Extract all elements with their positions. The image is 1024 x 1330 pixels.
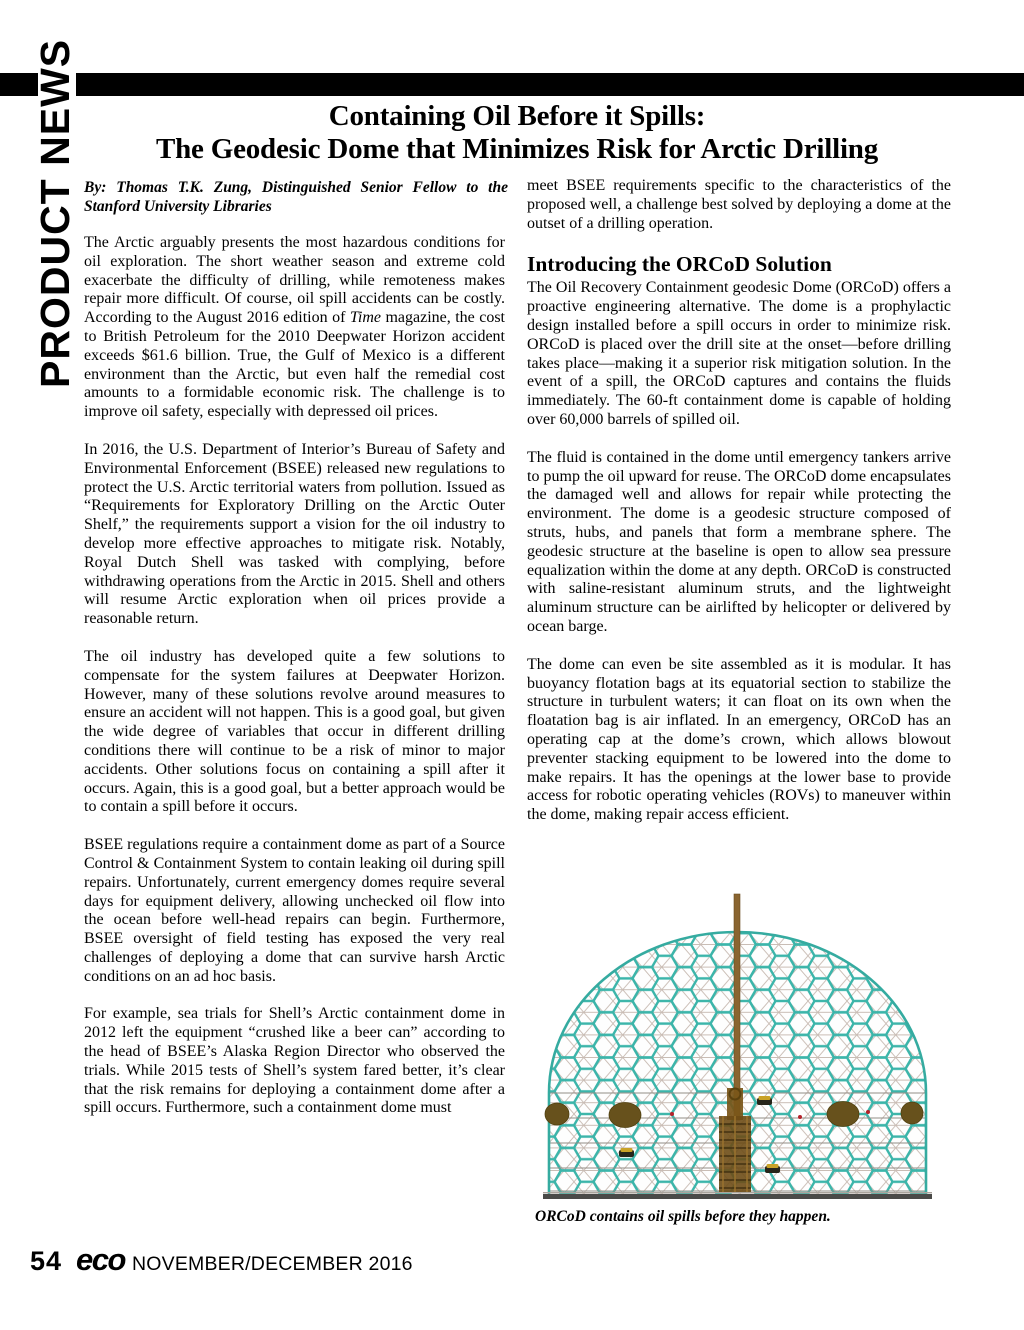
header-rule-bar [76, 73, 1024, 96]
magazine-logo: eco [76, 1242, 125, 1277]
issue-date: NOVEMBER/DECEMBER 2016 [131, 1253, 413, 1275]
paragraph [84, 234, 505, 422]
paragraph: The oil industry has developed quite a few solutions to compensate for the system failures at Deepwater Horizon. However, many of these solutions revolve around measures to ensure an accident will not happen. This is a good goal, but given the wide degree of variables that occur in different drilling conditions there will continue to be a risk of minor to major accidents. Other solutions focus on containing a spill after it occurs. Again, this is a good goal, but a better approach would be to contain a spill before it occurs. [84, 647, 505, 816]
article-title [84, 100, 950, 166]
left-column [84, 234, 505, 1118]
byline: By: Thomas T.K. Zung, Distinguished Senior Fellow to the Stanford University Libraries [84, 179, 508, 215]
section-heading-orcod: Introducing the ORCoD Solution [527, 252, 832, 277]
section-kicker-product-news: PRODUCT NEWS [32, 38, 78, 388]
orcod-dome-figure [535, 888, 940, 1210]
figure-caption: ORCoD contains oil spills before they happen. [535, 1208, 831, 1225]
paragraph: meet BSEE requirements specific to the characteristics of the proposed well, a challenge best solved by deploying a dome at the outset of a drilling operation. [527, 177, 951, 232]
dome-crown-mast [734, 894, 740, 1120]
paragraph: The dome can even be site assembled as it is modular. It has buoyancy flotation bags at its equatorial section to stabilize the structure in turbulent waters; it can float on its own when the floatation bag is air inflated. In an emergency, ORCoD has an operating cap at the dome’s crown, which allows blowout preventer stacking equipment to be lowered into the dome to make repairs. It has the openings at the lower base to provide access for robotic operating vehicles (ROVs) to maneuver within the dome, making repair access efficient. [527, 655, 951, 824]
right-column [527, 177, 951, 825]
paragraph: BSEE regulations require a containment dome as part of a Source Control & Containment System to contain leaking oil during spill repairs. Unfortunately, current emergency domes require several days for equipment delivery, allowing unchecked oil flow into the ocean before well-head repairs can begin. Furthermore, BSEE oversight of field testing has exposed the very real challenges of deploying a dome that can survive harsh Arctic conditions on an ad hoc basis. [84, 836, 505, 985]
page-footer [30, 1242, 413, 1278]
paragraph: The Oil Recovery Containment geodesic Dome (ORCoD) offers a proactive engineering alternative. The dome is a prophylactic design installed before a spill occurs in order to minimize risk. ORCoD is placed over the drill site at the onset—before drilling takes place—making it a superior risk mitigation solution. In the event of a spill, the ORCoD captures and contains the fluids immediately. The 60-ft containment dome is capable of holding over 60,000 barrels of spilled oil. [527, 279, 951, 428]
paragraph: For example, sea trials for Shell’s Arctic containment dome in 2012 left the equipment “crushed like a beer can” according to the head of BSEE’s Alaska Region Director who observed the trials. While 2015 tests of Shell’s system fared better, it’s clear that the risk remains for deploying a containment dome after a spill occurs. Furthermore, such a containment dome must [84, 1005, 505, 1117]
page-number: 54 [30, 1246, 63, 1276]
dome-baseline [543, 1194, 932, 1199]
paragraph-text: magazine, the cost to British Petroleum for the 2010 Deepwater Horizon accident exceeds $61.6 billion. True, the Gulf of Mexico is a different environment than the Arctic, but even half the remedial cost amounts to a formidable economic risk. The challenge is to improve oil safety, especially with depressed oil prices. [84, 309, 505, 421]
geodesic-dome-illustration [535, 888, 940, 1210]
article-title-line2: The Geodesic Dome that Minimizes Risk for Arctic Drilling [155, 133, 879, 165]
paragraph-text: The Arctic arguably presents the most hazardous conditions for oil exploration. The short weather season and extreme cold exacerbate the difficulty of drilling, while remoteness makes repair more difficult. Of course, oil spill accidents can be costly. According to the August 2016 edition of [84, 234, 505, 327]
article-title-line1: Containing Oil Before it Spills: [328, 100, 706, 132]
paragraph: In 2016, the U.S. Department of Interior’s Bureau of Safety and Environmental Enforcement (BSEE) released new regulations to protect the U.S. Arctic territorial waters from pollution. Issued as “Requirements for Exploratory Drilling on the Arctic Outer Shelf,” the requirements support a vision for the oil industry to develop more effective approaches to mitigate risk. Notably, Royal Dutch Shell was tasked with complying, before withdrawing operations from the Arctic in 2015. Shell and others will resume Arctic exploration when oil prices provide a reasonable return. [84, 440, 505, 628]
paragraph: The fluid is contained in the dome until emergency tankers arrive to pump the oil upward for reuse. The ORCoD dome encapsulates the damaged well and allows for repair while protecting the environment. The dome is a geodesic structure composed of struts, hubs, and panels that form a membrane sphere. The geodesic structure at the baseline is open to allow sea pressure equalization within the dome at any depth. ORCoD is constructed with saline-resistant aluminum struts, and the lightweight aluminum structure can be airlifted by helicopter or delivered by ocean barge. [527, 448, 951, 635]
magazine-name-italic: Time [349, 309, 381, 327]
